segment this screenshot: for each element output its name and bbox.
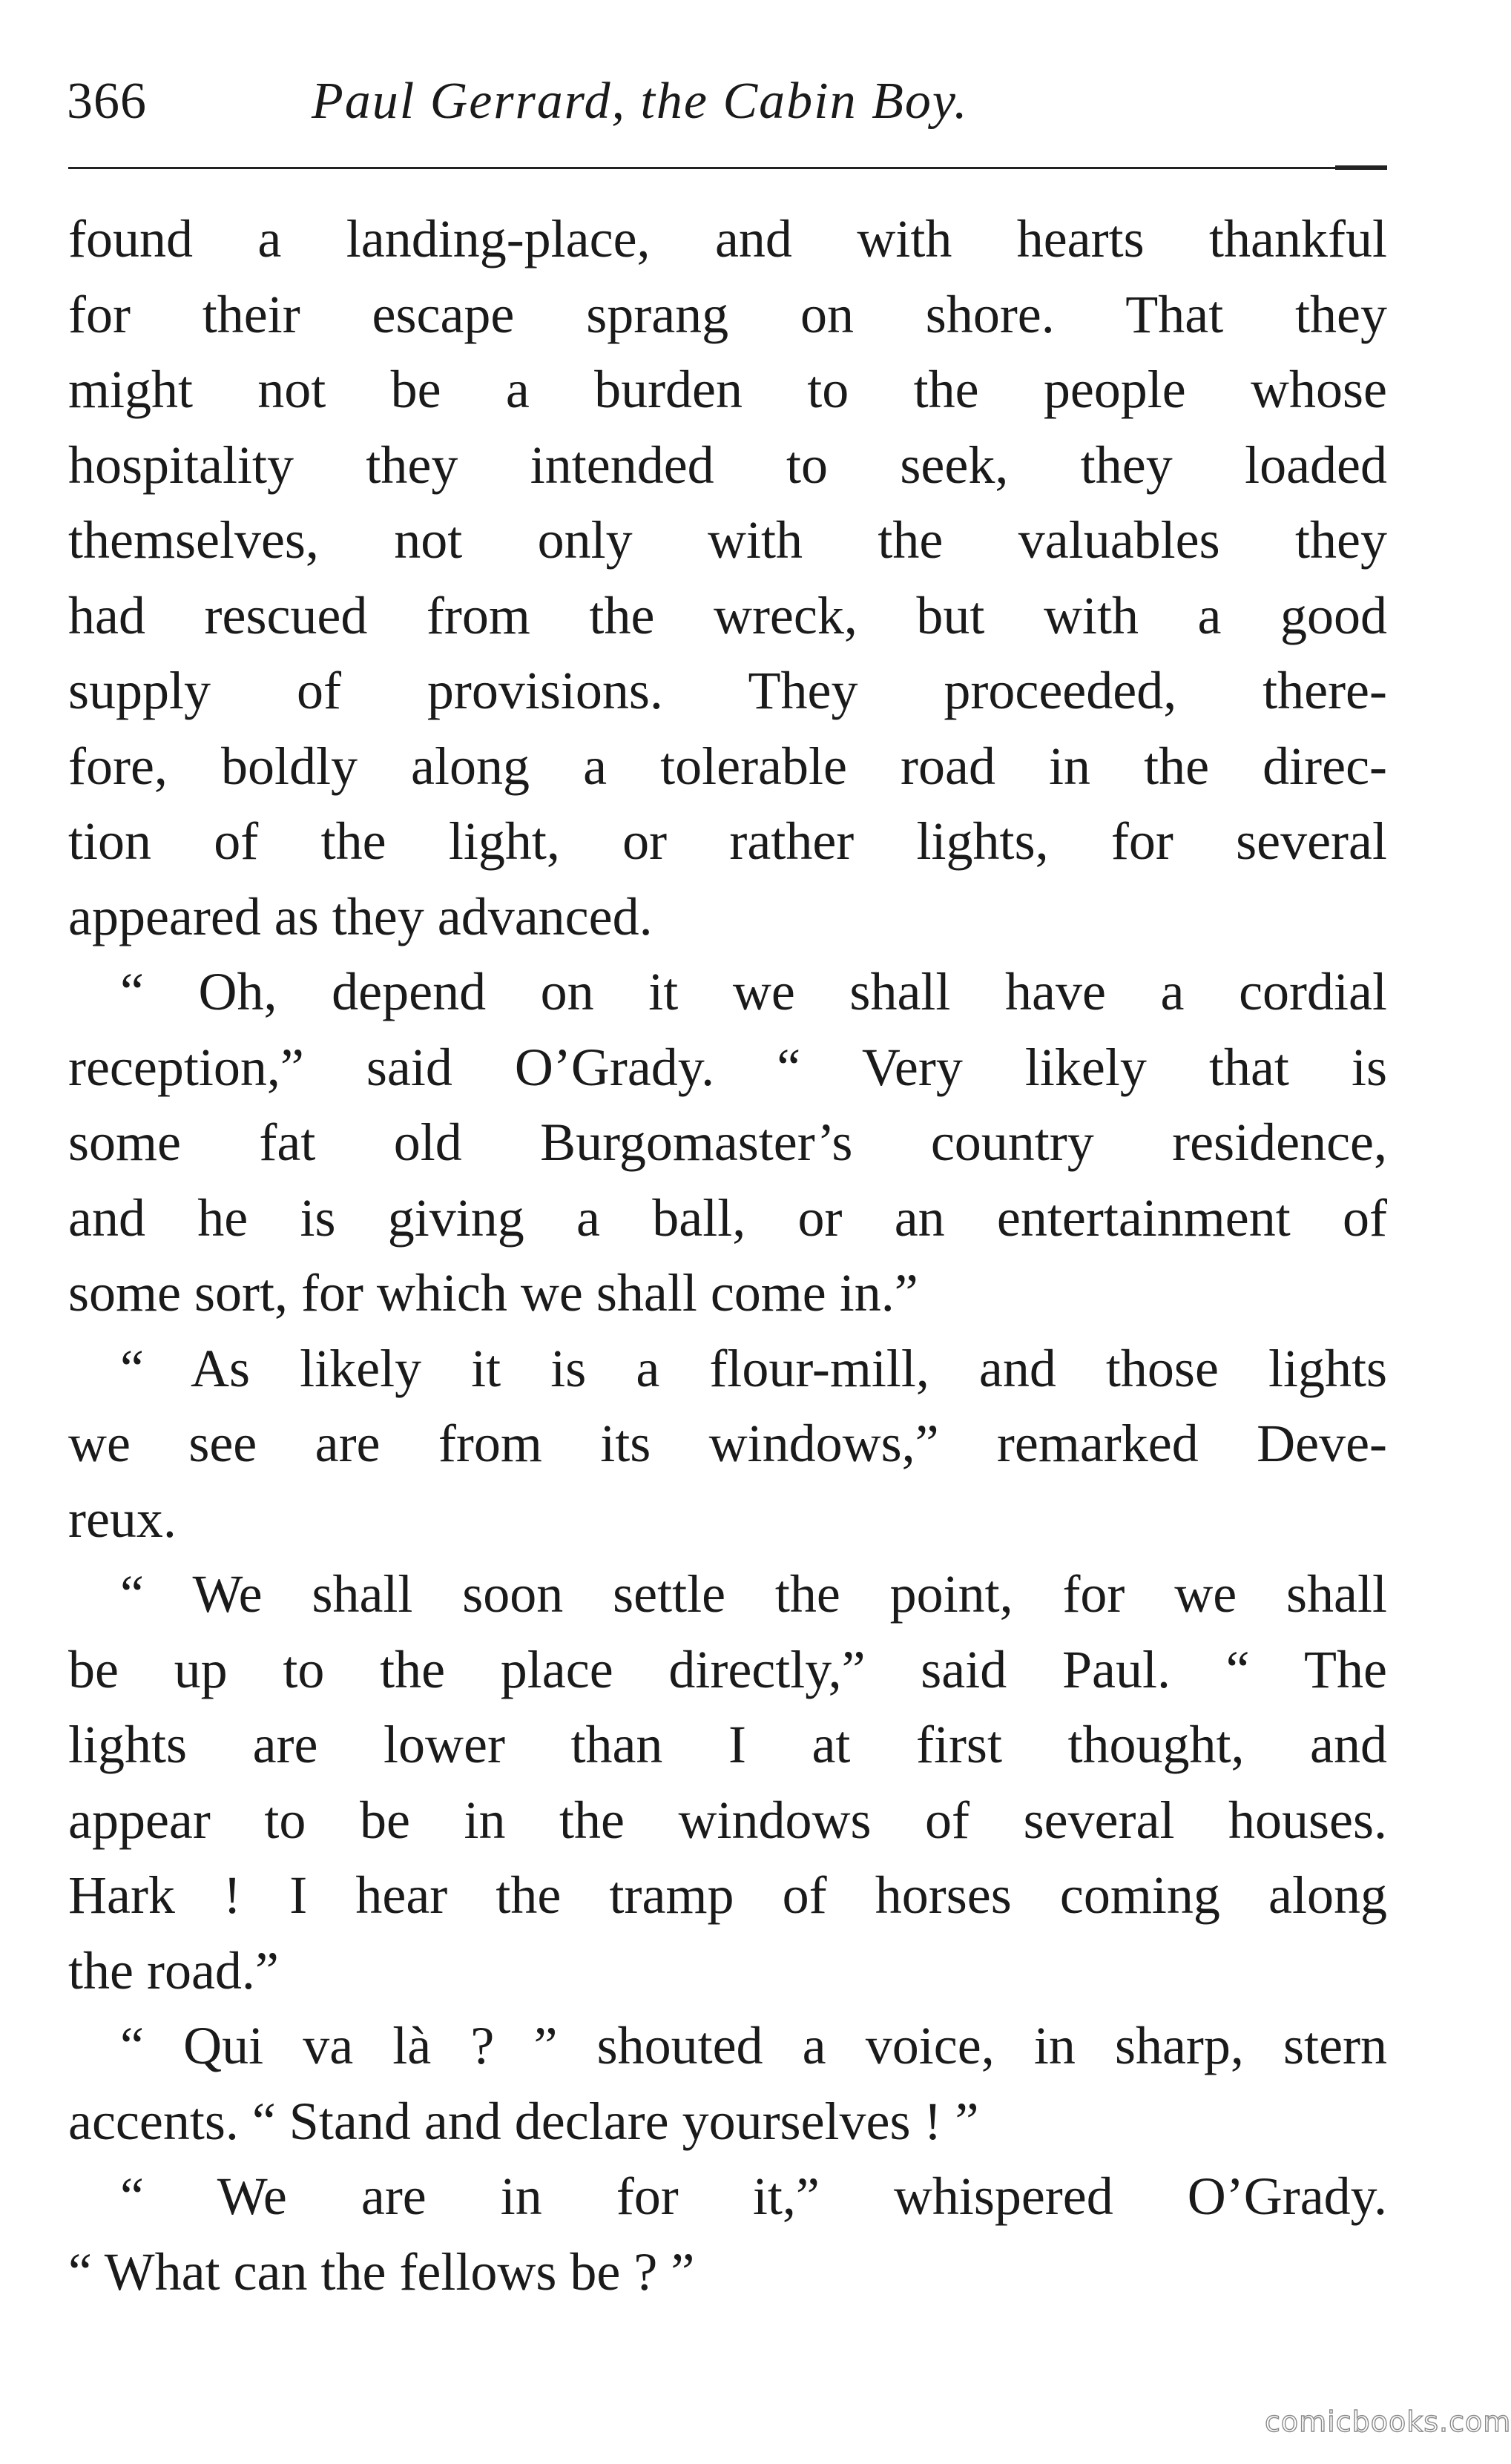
text-line: tion of the light, or rather lights, for several [68,811,1387,871]
header-rule-tail [1335,165,1387,170]
text-line: reux. [68,1489,177,1549]
text-line: be up to the place directly,” said Paul. “ The [68,1639,1387,1699]
text-line: “ What can the fellows be ? ” [68,2241,695,2302]
text-line: Hark ! I hear the tramp of horses coming along [68,1865,1387,1925]
text-line: appear to be in the windows of several houses. [68,1790,1387,1850]
text-line: had rescued from the wreck, but with a good [68,585,1387,645]
text-line: fore, boldly along a tolerable road in the direc- [68,736,1387,796]
text-line: themselves, not only with the valuables they [68,510,1387,570]
body-text [68,202,1387,2310]
text-line: supply of provisions. They proceeded, there- [68,661,1387,720]
text-line: lights are lower than I at first thought, and [68,1715,1387,1774]
text-line: some fat old Burgomaster’s country residence, [68,1113,1387,1172]
text-line: appeared as they advanced. [68,886,653,946]
header-rule [68,167,1387,169]
text-line: found a landing-place, and with hearts thankful [68,209,1387,269]
text-line: accents. “ Stand and declare yourselves ! ” [68,2091,979,2151]
text-line: and he is giving a ball, or an entertainment of [68,1187,1387,1248]
text-line: we see are from its windows,” remarked Deve- [68,1414,1387,1473]
running-title: Paul Gerrard, the Cabin Boy. [312,73,969,130]
running-head [67,68,1380,135]
text-line: “ We shall soon settle the point, for we shall [120,1564,1387,1624]
text-line: some sort, for which we shall come in.” [68,1263,918,1322]
text-line: reception,” said O’Grady. “ Very likely that is [68,1037,1387,1097]
text-line: for their escape sprang on shore. That they [68,284,1387,344]
text-line: “ Qui va là ? ” shouted a voice, in sharp, stern [120,2016,1387,2075]
page-number: 366 [67,73,147,130]
text-line: “ Oh, depend on it we shall have a cordial [120,962,1387,1021]
watermark: comicbooks.com [1265,2405,1511,2438]
text-line: might not be a burden to the people whose [68,360,1387,419]
text-line: hospitality they intended to seek, they loaded [68,435,1387,495]
text-line: the road.” [68,1940,279,2000]
text-line: “ As likely it is a flour-mill, and those lights [120,1338,1387,1398]
text-line: “ We are in for it,” whispered O’Grady. [120,2167,1387,2226]
